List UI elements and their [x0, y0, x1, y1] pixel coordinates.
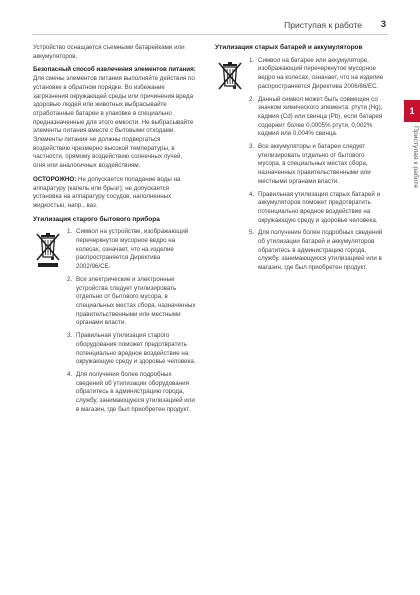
- left-column: [33, 44, 196, 418]
- list-item: 1. Символ на устройстве, изображающий перечеркнутое мусорное ведро на колесах, означает, что на изделие распространяется Директива 2002/96/CE.: [67, 228, 189, 271]
- device-disposal-list: [67, 228, 196, 418]
- battery-disposal-heading: Утилизация старых батарей и аккумуляторов: [215, 44, 363, 51]
- header-divider: [32, 34, 388, 35]
- device-disposal-block: [33, 228, 196, 418]
- crossed-out-wheelie-bin-icon: [33, 230, 63, 268]
- intro-text: Устройство оснащается съемными батарейками или аккумуляторов.: [33, 44, 185, 60]
- chapter-label: Приступая к работе: [412, 126, 419, 189]
- list-item: 2. Данный символ может быть совмещен со значком химического элемента: ртути (Hg), кадмия (Cd) или свинца (Pb), если батарея содержит более 0,0005% ртути, 0,002% кадмия или 0,004% свинца.: [249, 95, 383, 138]
- caution-label: ОСТОРОЖНО:: [33, 175, 77, 183]
- safe-removal-text: Для смены элементов питания выполняйте действия по установке в обратном порядке. Во избежание загрязнения окружающей среды или причинения вреда здоровью людей или животных выбрасывайте отработанные батареи в упаковке в специально предназначенные для этого емкости. Не выбрасывайте элементы питания вместе с бытовыми отходами. Элементы питания не должны подвергаться воздействию чрезмерно высокой температуры, в частности, прямому воздействию солнечных лучей, огня или аналогичных воздействиям.: [33, 75, 195, 170]
- list-item: 3. Все аккумуляторы и батареи следует утилизировать отдельно от бытового мусора, в специальных местах сбора, назначенных правительственными или местными органами власти.: [249, 143, 371, 185]
- caution-paragraph: [33, 176, 196, 211]
- crossed-out-wheelie-bin-icon: [215, 59, 245, 93]
- battery-disposal-list: [249, 96, 387, 273]
- safe-removal-paragraph: [33, 66, 196, 170]
- caution-text: Не допускается попадание воды на аппаратуру (капель или брызг); не допускается установка на аппаратуру сосудов, наполненных жидкостью, напр., ваз.: [33, 175, 181, 209]
- right-column: [215, 44, 387, 277]
- list-item: 3. Правильная утилизация старого оборудования поможет предотвратить потенциально вредное воздействие на окружающую среду и здоровье человека.: [67, 332, 196, 366]
- list-item: 5. Для получения более подробных сведений об утилизации батарей и аккумуляторов обратитесь в администрацию города, службу, занимающуюся утилизацией или в магазин, где был приобретен продукт.: [249, 229, 383, 272]
- list-item: 2. Все электрические и электронные устройства следует утилизировать отдельно от бытового мусора, в специальных местах сбора, назначенных правительственными или местными органами власти.: [67, 275, 196, 327]
- battery-disposal-list-top: [249, 57, 387, 96]
- safe-removal-heading: Безопасный способ извлечения элементов питания:: [33, 66, 196, 74]
- chapter-number: 1: [404, 100, 420, 122]
- page-number: 3: [380, 19, 386, 30]
- chapter-side-tab: [402, 100, 420, 205]
- device-disposal-heading: Утилизация старого бытового прибора: [33, 215, 160, 223]
- page-header: [0, 0, 420, 40]
- list-item: 4. Для получения более подробных сведений об утилизации оборудования обратитесь в администрацию города, службу, занимающуюся утилизацией или в магазин, где был приобретен продукт.: [67, 370, 195, 413]
- list-item: 1. Символ на батарее или аккумуляторе, изображающий перечеркнутое мусорное ведро на колесах, означает, что на изделие распространяется Директива 2006/66/EC.: [249, 56, 384, 90]
- header-title: Приступая к работе: [284, 20, 362, 30]
- list-item: 4. Правильная утилизация старых батарей и аккумуляторов поможет предотвратить потенциально вредное воздействие на окружающую среду и здоровье человека.: [249, 190, 381, 224]
- battery-disposal-block: [215, 57, 387, 96]
